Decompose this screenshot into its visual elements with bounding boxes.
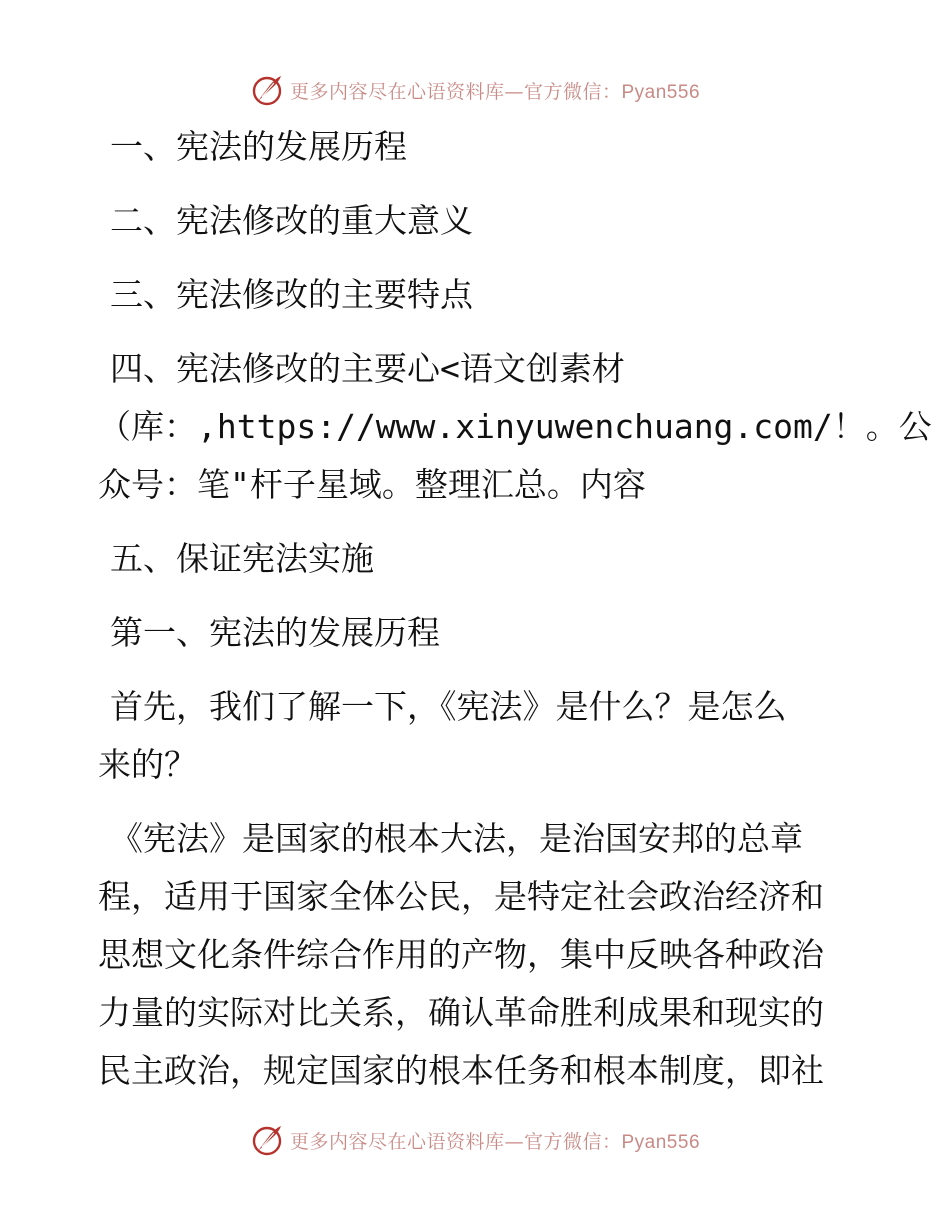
watermark-text: 更多内容尽在心语资料库—官方微信：Pyan556: [289, 80, 701, 103]
body-line-4: 力量的实际对比关系，确认革命胜利成果和现实的: [98, 993, 824, 1032]
outline-item-2: 二、宪法修改的重大意义: [110, 201, 473, 240]
feather-pen-logo-icon: [250, 1123, 284, 1157]
outline-item-4: 四、宪法修改的主要心<语文创素材: [110, 349, 625, 388]
section-heading: 第一、宪法的发展历程: [110, 613, 440, 652]
watermark-wechat-id: Pyan556: [621, 81, 701, 103]
watermark-wechat-id: Pyan556: [621, 1131, 701, 1153]
body-line-3: 思想文化条件综合作用的产物，集中反映各种政治: [98, 935, 824, 974]
source-note-line-1: （库：,https://www.xinyuwenchuang.com/！。公: [98, 407, 932, 446]
intro-line-1: 首先，我们了解一下，《宪法》是什么？是怎么: [110, 687, 787, 726]
feather-pen-logo-icon: [250, 73, 284, 107]
footer-watermark: [0, 1120, 950, 1160]
watermark-text: 更多内容尽在心语资料库—官方微信：Pyan556: [289, 1130, 701, 1153]
source-note-line-2: 众号：笔"杆子星域。整理汇总。内容: [98, 465, 646, 504]
document-body: [98, 118, 932, 1100]
outline-item-5: 五、保证宪法实施: [110, 539, 374, 578]
outline-item-3: 三、宪法修改的主要特点: [110, 275, 473, 314]
outline-item-1: 一、宪法的发展历程: [110, 127, 407, 166]
header-watermark: [0, 70, 950, 110]
body-line-1: 《宪法》是国家的根本大法，是治国安邦的总章: [110, 819, 803, 858]
body-line-2: 程，适用于国家全体公民，是特定社会政治经济和: [98, 877, 824, 916]
intro-line-2: 来的？: [98, 745, 197, 784]
body-line-5: 民主政治，规定国家的根本任务和根本制度，即社: [98, 1051, 824, 1090]
